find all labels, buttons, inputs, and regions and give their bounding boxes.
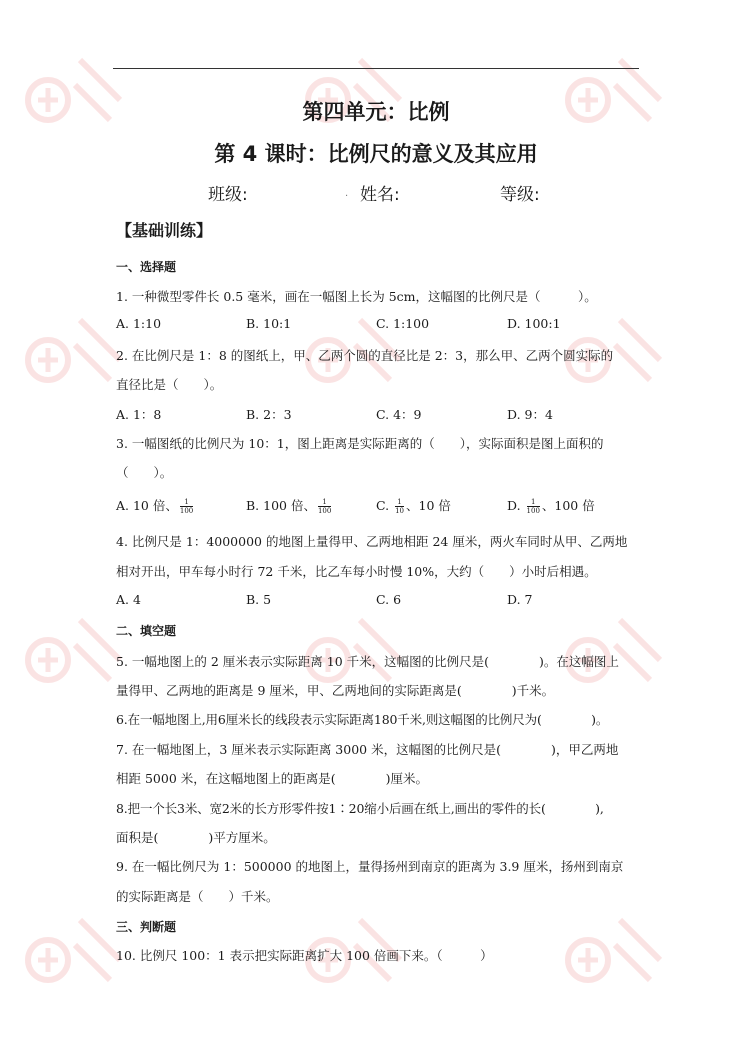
q1-option-c: C. 1:100 [376, 316, 430, 331]
watermark-logo-icon [560, 40, 670, 150]
question-7-line1: 7. 在一幅地图上，3 厘米表示实际距离 3000 米，这幅图的比例尺是( )，甲乙两地 [116, 742, 619, 757]
header-rule [113, 68, 639, 69]
q4-option-a: A. 4 [116, 592, 141, 607]
q4-option-d: D. 7 [507, 592, 533, 607]
question-9-line2: 的实际距离是（ ）千米。 [116, 889, 279, 904]
question-8-line1: 8.把一个长3米、宽2米的长方形零件按1∶20缩小后画在纸上,画出的零件的长( ), [116, 801, 604, 816]
watermark-logo-icon [20, 600, 130, 710]
heading-fill: 二、填空题 [116, 624, 177, 638]
q4-option-c: C. 6 [376, 592, 402, 607]
fraction-one-hundredth: $\frac{1}{100}$ [179, 498, 194, 515]
question-1: 1. 一种微型零件长 0.5 毫米，画在一幅图上长为 5cm，这幅图的比例尺是（ ）。 [116, 289, 597, 304]
q1-option-d: D. 100:1 [507, 316, 561, 331]
q4-option-b: B. 5 [246, 592, 272, 607]
q2-option-d: D. 9：4 [507, 407, 553, 422]
class-dot: . [345, 188, 349, 199]
question-9-line1: 9. 在一幅比例尺为 1：500000 的地图上，量得扬州到南京的距离为 3.9 厘米，扬州到南京 [116, 859, 624, 874]
q2-option-c: C. 4：9 [376, 407, 422, 422]
q3-option-d [507, 496, 595, 515]
unit-title: 第四单元：比例 [302, 100, 450, 124]
section-title: 【基础训练】 [116, 221, 213, 240]
question-2-line1: 2. 在比例尺是 1：8 的图纸上，甲、乙两个圆的直径比是 2：3，那么甲、乙两个圆实际的 [116, 348, 614, 363]
heading-judge: 三、判断题 [116, 920, 177, 934]
watermark-logo-icon [20, 300, 130, 410]
question-7-line2: 相距 5000 米，在这幅地图上的距离是( )厘米。 [116, 771, 429, 786]
q3-option-c-suffix: 、10 倍 [406, 498, 451, 513]
q3-option-b [246, 496, 333, 515]
watermark-logo-icon [20, 900, 130, 1010]
q1-option-b: B. 10:1 [246, 316, 292, 331]
watermark-logo-icon [20, 40, 130, 150]
question-8-line2: 面积是( )平方厘米。 [116, 830, 276, 845]
q3-option-a-text: A. 10 倍、 [116, 498, 178, 513]
q1-option-a: A. 1:10 [116, 316, 162, 331]
q2-option-b: B. 2：3 [246, 407, 292, 422]
q3-option-d-suffix: 、100 倍 [541, 498, 595, 513]
fraction-one-tenth: $\frac{1}{10}$ [395, 498, 404, 515]
q3-option-b-text: B. 100 倍、 [246, 498, 316, 513]
lesson-title: 第 4 课时：比例尺的意义及其应用 [214, 142, 538, 166]
watermark-logo-icon [300, 40, 410, 150]
question-5-line1: 5. 一幅地图上的 2 厘米表示实际距离 10 千米，这幅图的比例尺是( )。在这幅图上 [116, 654, 619, 669]
class-label: 班级: [208, 185, 248, 205]
fraction-one-hundredth: $\frac{1}{100}$ [317, 498, 332, 515]
question-3-line1: 3. 一幅图纸的比例尺为 10：1，图上距离是实际距离的（ ），实际面积是图上面积的 [116, 436, 604, 451]
heading-choice: 一、选择题 [116, 260, 177, 274]
question-3-line2: （ ）。 [116, 465, 173, 480]
q3-option-a [116, 496, 195, 515]
watermark-logo-icon [560, 900, 670, 1010]
question-10: 10. 比例尺 100：1 表示把实际距离扩大 100 倍画下来。（ ） [116, 948, 493, 963]
q3-option-c-text: C. [376, 498, 394, 513]
fraction-one-hundredth: $\frac{1}{100}$ [526, 498, 540, 515]
name-label: 姓名: [360, 185, 400, 205]
question-5-line2: 量得甲、乙两地的距离是 9 厘米，甲、乙两地间的实际距离是( )千米。 [116, 683, 555, 698]
q3-option-d-text: D. [507, 498, 525, 513]
question-2-line2: 直径比是（ ）。 [116, 377, 223, 392]
grade-label: 等级: [500, 185, 540, 205]
question-6: 6.在一幅地图上,用6厘米长的线段表示实际距离180千米,则这幅图的比例尺为( )。 [116, 712, 609, 727]
q2-option-a: A. 1：8 [116, 407, 162, 422]
question-4-line1: 4. 比例尺是 1：4000000 的地图上量得甲、乙两地相距 24 厘米，两火车同时从甲、乙两地 [116, 534, 628, 549]
question-4-line2: 相对开出，甲车每小时行 72 千米，比乙车每小时慢 10%，大约（ ）小时后相遇。 [116, 564, 597, 579]
q3-option-c [376, 496, 451, 515]
